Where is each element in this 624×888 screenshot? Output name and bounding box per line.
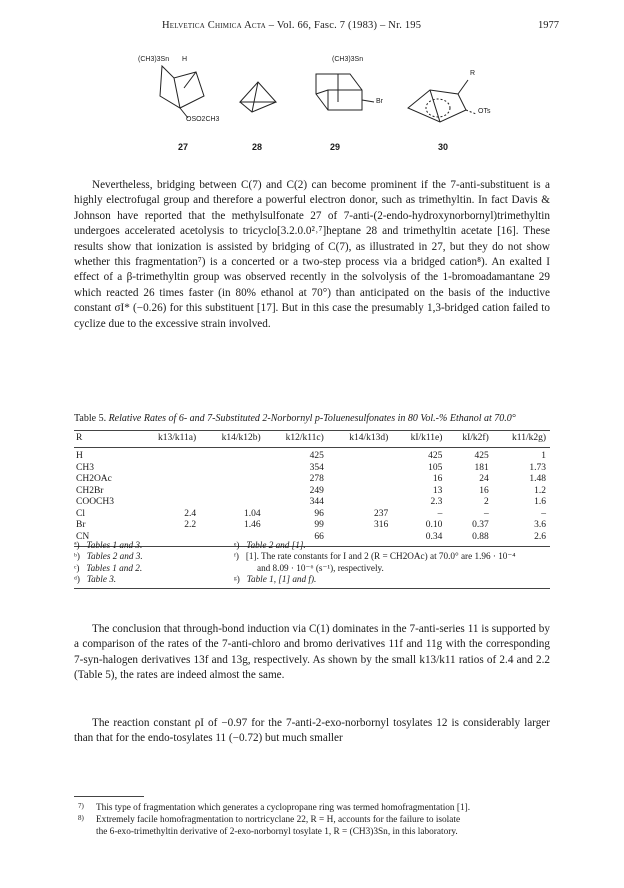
table-cell: [137, 448, 200, 463]
paragraph-3-text: The reaction constant ρI of −0.97 for the 7-anti-2-exo-norbornyl tosylates 12 is considerably larger than that for the endo-tosylates 11 (−0.72) but much smaller: [74, 717, 550, 745]
structure-29-substituent-2: Br: [376, 98, 383, 105]
footnote-7: 7) This type of fragmentation which generates a cyclopropane ring was termed homofragmentation [1].: [78, 802, 471, 813]
table-cell: CH2OAc: [76, 474, 112, 485]
structure-27-drawing: [160, 66, 204, 118]
structure-29-drawing: [316, 74, 374, 110]
table-cell: [137, 463, 200, 475]
table-cell: H: [76, 451, 83, 462]
table-5-caption: [74, 413, 550, 424]
table-footnote-f-continued: and 8.09 · 10⁻⁶ (s⁻¹), respectively.: [257, 562, 384, 573]
table-cell: 16: [432, 474, 443, 485]
table-cell: [137, 532, 200, 547]
table-cell: 2.4: [184, 508, 197, 519]
table-footnote-e: ᵉ) Table 2 and [1].: [234, 540, 306, 550]
table-cell: COOCH3: [76, 497, 115, 508]
structure-28-drawing: [240, 82, 276, 112]
table-cell: [200, 448, 264, 463]
structure-27-substituent-3: OSO2CH3: [186, 116, 220, 123]
table-5-title: Relative Rates of 6- and 7-Substituted 2-Norbornyl p-Toluenesulfonates in 80 Vol.-% Ethanol at 70.0°: [108, 413, 516, 424]
table-cell: 2: [484, 497, 489, 508]
table-cell: [328, 463, 392, 475]
table-cell: 2.6: [493, 532, 550, 547]
table-cell: 2.2: [184, 520, 197, 531]
table-footnote-b-text: Tables 2 and 3.: [86, 551, 143, 562]
structure-drawings: [140, 52, 500, 142]
structure-30-substituent-1: R: [470, 70, 476, 77]
table-header-cell: k13/k11a): [137, 431, 200, 448]
table-cell: [328, 474, 392, 486]
structure-30-substituent-2: OTs: [478, 108, 491, 115]
table-row: [74, 474, 550, 486]
table-row: [74, 520, 550, 532]
table-footnote-e-text: Table 2 and [1].: [246, 540, 306, 550]
table-cell: 24: [479, 474, 489, 485]
table-cell: 425: [428, 451, 443, 462]
paragraph-1-text: Nevertheless, bridging between C(7) and C(2) can become prominent if the 7-anti-substituent is a highly electrofugal group and therefore a powerful electron donor, such as trimethyltin. In fact Davis & Johnson have reported that the methylsulfonate 27 of 7-anti-(2-endo-hydroxynorbornyl)trimethyltin undergoes accelerated acetolysis to tricyclo[3.2.0.0²˒⁷]heptane 28 and trimethyltin acetate [16]. These results show that ionization is assisted by bridging of C(7), as illustrated in 27, but they do not show whether this fragmentation⁷) is a concerted or a two-step process via a bridged cation⁸). An exalted I effect of a β-trimethyltin group was observed recently in the solvolysis of the 1-bromoadamantane 29 which reacted 26 times faster (in 80% ethanol at 70°) than anticipated on the basis of the inductive constant σI* (−0.26) for this substituent [17]. But in this case the presumably 1,3-bridged cation failed to cyclize due to the excessive strain involved.: [74, 179, 550, 330]
table-cell: 1.2: [534, 485, 546, 496]
table-row: [74, 448, 550, 463]
table-cell: 66: [265, 532, 328, 547]
table-5: [74, 430, 550, 547]
table-cell: [328, 486, 392, 498]
table-cell: CH2Br: [76, 485, 104, 496]
body-paragraph-3: [74, 716, 550, 747]
compound-label-27: 27: [178, 142, 189, 152]
table-footnote-c-text: Tables 1 and 2.: [86, 562, 143, 573]
table-header-cell: kI/k2f): [446, 431, 492, 448]
table-cell: 99: [314, 520, 324, 531]
table-row: [74, 532, 550, 547]
table-cell: 316: [374, 520, 389, 531]
table-footnote-g-text: Table 1, [1] and f).: [246, 574, 317, 585]
table-cell: [200, 497, 264, 509]
table-footnote-d: ᵈ) Table 3.: [74, 574, 117, 585]
issue-info: – Vol. 66, Fasc. 7 (1983) – Nr. 195: [268, 20, 422, 31]
table-cell: 425: [474, 451, 489, 462]
table-cell: 1.6: [534, 497, 546, 508]
table-cell: 1.46: [244, 520, 261, 531]
table-cell: [328, 448, 392, 463]
compound-label-29: 29: [330, 142, 341, 152]
table-header-cell: k11/k2g): [493, 431, 550, 448]
footnote-8-continued: [74, 827, 554, 839]
table-5-label: Table 5.: [74, 413, 107, 424]
table-footnote-f-text-1: [1]. The rate constants for I and 2 (R = CH2OAc) at 70.0° are 1.96 · 10⁻⁴: [245, 551, 516, 562]
table-cell: 354: [309, 462, 324, 473]
table-cell: [137, 497, 200, 509]
table-footnote-a-text: Tables 1 and 3.: [86, 540, 143, 550]
table-cell: 0.88: [446, 532, 492, 547]
table-cell: –: [484, 508, 489, 519]
table-row: [74, 463, 550, 475]
table-cell: 1: [541, 451, 546, 462]
table-header-cell: k14/k13d): [328, 431, 392, 448]
table-row: [74, 497, 550, 509]
structure-29-substituent-1: (CH3)3Sn: [332, 56, 364, 63]
table-header-cell: k12/k11c): [265, 431, 328, 448]
compound-label-28: 28: [252, 142, 263, 152]
structure-27-substituent-1: (CH3)3Sn: [138, 56, 170, 63]
table-cell: 344: [309, 497, 324, 508]
table-cell: 249: [309, 485, 324, 496]
table-cell: [200, 474, 264, 486]
table-cell: 425: [309, 451, 324, 462]
table-footnote-b: ᵇ) Tables 2 and 3.: [74, 551, 143, 562]
table-footnote-g: ᵍ) Table 1, [1] and f).: [234, 574, 317, 585]
table-cell: –: [437, 508, 443, 519]
table-cell: [328, 532, 392, 547]
footnote-7-text: This type of fragmentation which generates a cyclopropane ring was termed homofragmentation [1].: [96, 803, 471, 813]
structure-27-substituent-2: H: [182, 56, 188, 63]
table-header-cell: k14/k12b): [200, 431, 264, 448]
journal-name: Helvetica Chimica Acta: [162, 20, 266, 31]
footnote-rule: [74, 796, 144, 797]
table-cell: 0.10: [425, 520, 443, 531]
running-head: [162, 20, 421, 31]
table-cell: 1.48: [529, 474, 546, 485]
footnote-8-text-2: the 6-exo-trimethyltin derivative of 2-exo-norbornyl tosylate 1, R = (CH3)3Sn, in this laboratory.: [96, 826, 458, 837]
table-header-cell: kI/k11e): [392, 431, 446, 448]
table-cell: 1.04: [244, 508, 261, 519]
table-cell: Cl: [76, 508, 85, 519]
table-cell: 0.34: [392, 532, 446, 547]
table-cell: 278: [309, 474, 324, 485]
table-footnote-d-text: Table 3.: [86, 574, 117, 585]
table-cell: [200, 486, 264, 498]
table-end-rule: [74, 588, 550, 589]
paragraph-2-text: The conclusion that through-bond induction via C(1) dominates in the 7-anti-series 11 is supported by a comparison of the rates of the 7-anti-chloro and bromo derivatives 11f and 11g with the corresponding 7-syn-halogen derivatives 13f and 13g, respectively. As shown by the small k13/k11 ratios of 2.4 and 2.2 (Table 5), the rates are indeed almost the same.: [74, 623, 550, 682]
table-row: [74, 509, 550, 521]
footnote-8-text-1: Extremely facile homofragmentation to nortricyclane 22, R = H, accounts for the failure to isolate: [96, 814, 461, 825]
page-footnotes: [74, 803, 554, 838]
compound-label-30: 30: [438, 142, 449, 152]
table-footnote-c: ᶜ) Tables 1 and 2.: [74, 562, 143, 573]
table-cell: 13: [432, 485, 443, 496]
page-number: 1977: [538, 20, 559, 31]
footnote-8: 8) Extremely facile homofragmentation to nortricyclane 22, R = H, accounts for the failure to isolate: [78, 813, 461, 825]
table-cell: CH3: [76, 462, 94, 473]
table-row: [74, 486, 550, 498]
table-cell: 2.3: [430, 497, 443, 508]
table-cell: 181: [474, 462, 489, 473]
table-cell: 96: [314, 508, 324, 519]
table-cell: 3.6: [534, 520, 546, 531]
table-cell: 1.73: [529, 462, 546, 473]
table-footnote-a: ª) Tables 1 and 3.: [74, 540, 143, 550]
body-paragraph-1: [74, 178, 550, 332]
structure-30-drawing: [408, 80, 476, 122]
table-cell: 0.37: [472, 520, 489, 531]
table-cell: [137, 486, 200, 498]
table-cell: [137, 474, 200, 486]
table-cell: Br: [76, 520, 86, 531]
table-footnote-f: ᶠ) [1]. The rate constants for I and 2 (R = CH2OAc) at 70.0° are 1.96 · 10⁻⁴: [234, 551, 516, 562]
table-cell: [328, 497, 392, 509]
table-cell: CN: [74, 532, 137, 547]
table-cell: 237: [374, 508, 389, 519]
table-cell: [200, 463, 264, 475]
table-cell: –: [541, 508, 546, 519]
body-paragraph-2: [74, 622, 550, 684]
table-header-cell: R: [74, 431, 137, 448]
table-cell: 16: [479, 485, 489, 496]
table-header-row: [74, 431, 550, 448]
table-cell: 105: [428, 462, 443, 473]
